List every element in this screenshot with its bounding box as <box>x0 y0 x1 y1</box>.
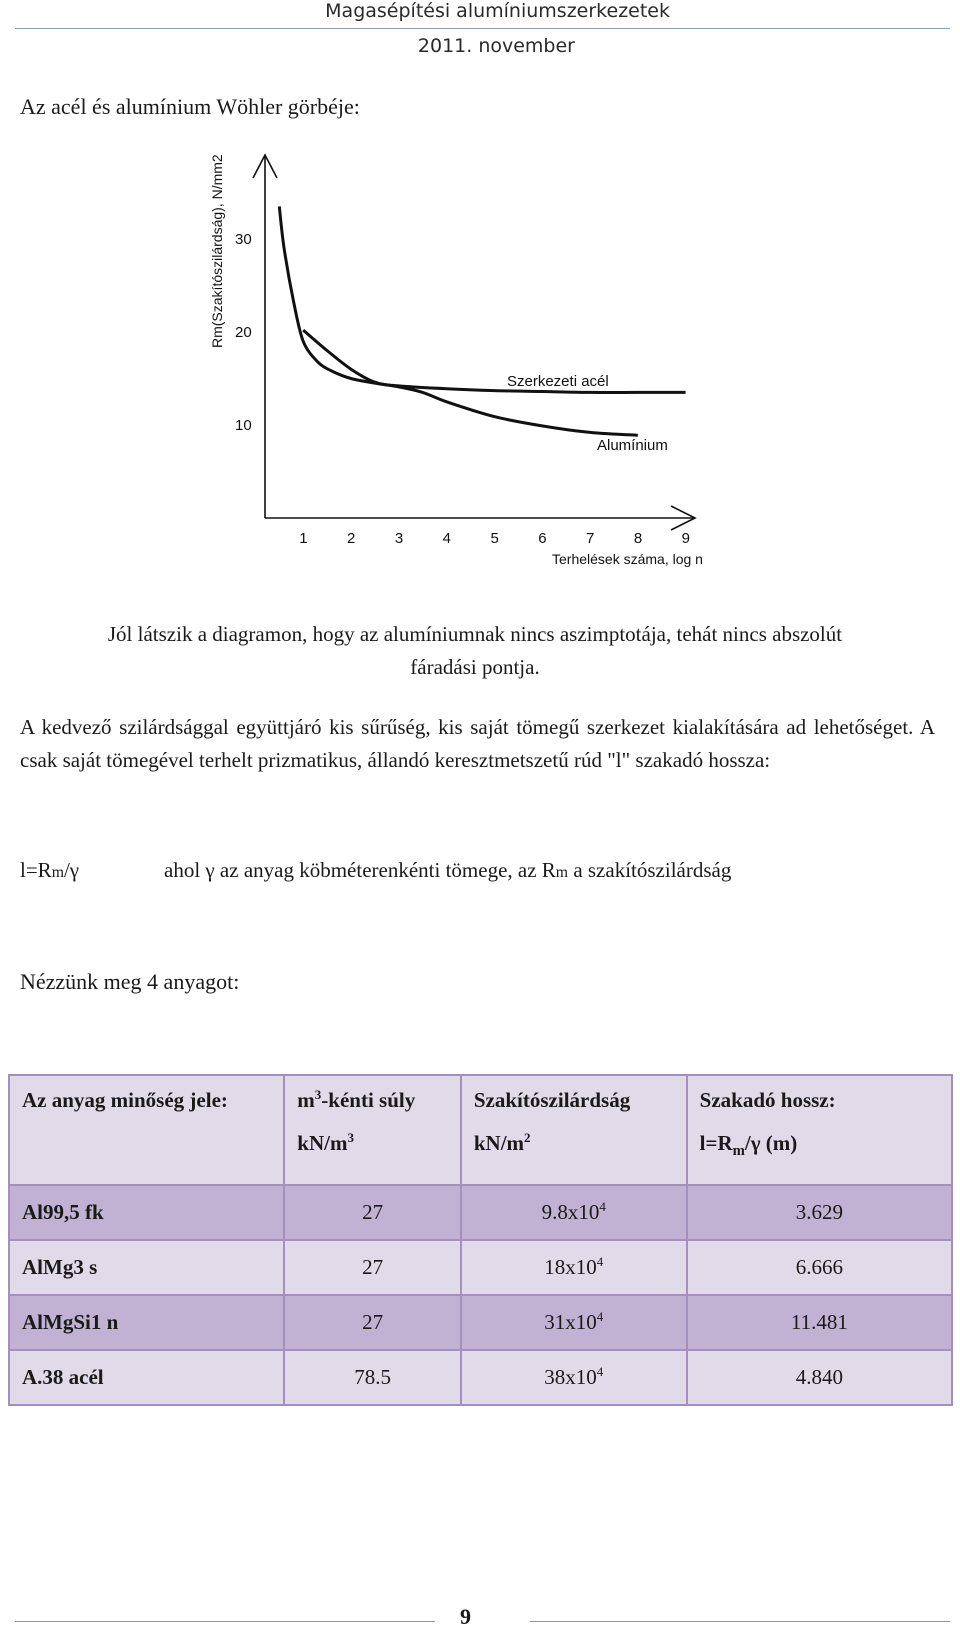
table-row <box>9 1350 952 1405</box>
x-tick-label: 7 <box>586 530 595 547</box>
x-tick-label: 6 <box>538 530 547 547</box>
table-row <box>9 1295 952 1350</box>
y-tick-label: 10 <box>235 417 252 434</box>
x-tick-labels <box>299 530 690 547</box>
series-line-aluminium <box>279 206 638 435</box>
page-number: 9 <box>460 1604 471 1629</box>
y-axis-label: Rm(Szakítószilárdság), N/mm2 <box>209 154 225 348</box>
section-heading: Az acél és alumínium Wöhler görbéje: <box>20 94 360 119</box>
cell-length: 6.666 <box>687 1240 952 1295</box>
cell-material: Al99,5 fk <box>9 1185 284 1240</box>
header-cell-length: Szakadó hossz: $l=R_m/\gamma$ (m) <box>687 1075 952 1185</box>
cell-strength: $18x10^4$ <box>461 1240 687 1295</box>
cell-strength: $31x10^4$ <box>461 1295 687 1350</box>
header-title: Magasépítési alumíniumszerkezetek <box>325 0 670 22</box>
header-date: 2011. november <box>417 35 575 57</box>
paragraph-line: fáradási pontja. <box>410 655 540 679</box>
y-tick-labels <box>235 231 252 434</box>
cell-weight: 27 <box>284 1240 461 1295</box>
formula: l=Rm/γ <box>20 858 80 882</box>
cell-material: AlMgSi1 n <box>9 1295 284 1350</box>
cell-length: 11.481 <box>687 1295 952 1350</box>
cell-length: 4.840 <box>687 1350 952 1405</box>
y-tick-label: 30 <box>235 231 252 248</box>
table-row <box>9 1185 952 1240</box>
cell-weight: 78.5 <box>284 1350 461 1405</box>
chart-series <box>279 206 685 435</box>
cell-weight: 27 <box>284 1185 461 1240</box>
header-cell-material: Az anyag minőség jele: <box>9 1075 284 1185</box>
materials-table <box>8 1074 953 1406</box>
cell-strength: $38x10^4$ <box>461 1350 687 1405</box>
table-header-row <box>9 1075 952 1185</box>
x-tick-label: 3 <box>394 530 404 547</box>
series-line-steel <box>303 330 685 392</box>
series-label-steel: Szerkezeti acél <box>507 373 609 390</box>
cell-material: A.38 acél <box>9 1350 284 1405</box>
table-row <box>9 1240 952 1295</box>
series-label-aluminium: Alumínium <box>597 437 668 454</box>
cell-weight: 27 <box>284 1295 461 1350</box>
formula-description: ahol γ az anyag köbméterenkénti tömege, az Rm a szakítószilárdság <box>164 858 732 882</box>
cell-material: AlMg3 s <box>9 1240 284 1295</box>
x-tick-label: 9 <box>681 530 690 547</box>
x-tick-label: 5 <box>490 530 499 547</box>
x-axis-label: Terhelések száma, log n <box>552 551 703 567</box>
cell-length: 3.629 <box>687 1185 952 1240</box>
header-cell-strength: Szakítószilárdság $kN/m^2$ <box>461 1075 687 1185</box>
x-tick-label: 2 <box>347 530 356 547</box>
footer-rule-left <box>15 1621 435 1622</box>
x-tick-label: 1 <box>299 530 308 547</box>
paragraph-strength: A kedvező szilárdsággal együttjáró kis sűrűség, kis saját tömegű szerkezet kialakítására ad lehetőséget. A csak saját tömegével terhelt prizmatikus, állandó keresztmetszetű rúd "l" szakadó hossza: <box>20 715 935 772</box>
y-tick-label: 20 <box>235 324 252 341</box>
header-cell-weight: $m^3$-kénti súly $kN/m^3$ <box>284 1075 461 1185</box>
paragraph-materials-intro: Nézzünk meg 4 anyagot: <box>20 969 240 994</box>
footer-rule-right <box>530 1621 950 1622</box>
cell-strength: $9.8x10^4$ <box>461 1185 687 1240</box>
paragraph-line: Jól látszik a diagramon, hogy az alumíniumnak nincs aszimptotája, tehát nincs abszolút <box>107 622 843 646</box>
header-rule <box>15 28 950 29</box>
wohler-chart <box>195 150 755 590</box>
x-tick-label: 4 <box>442 530 451 547</box>
paragraph-diagram-note <box>20 618 930 684</box>
x-tick-label: 8 <box>633 530 643 547</box>
